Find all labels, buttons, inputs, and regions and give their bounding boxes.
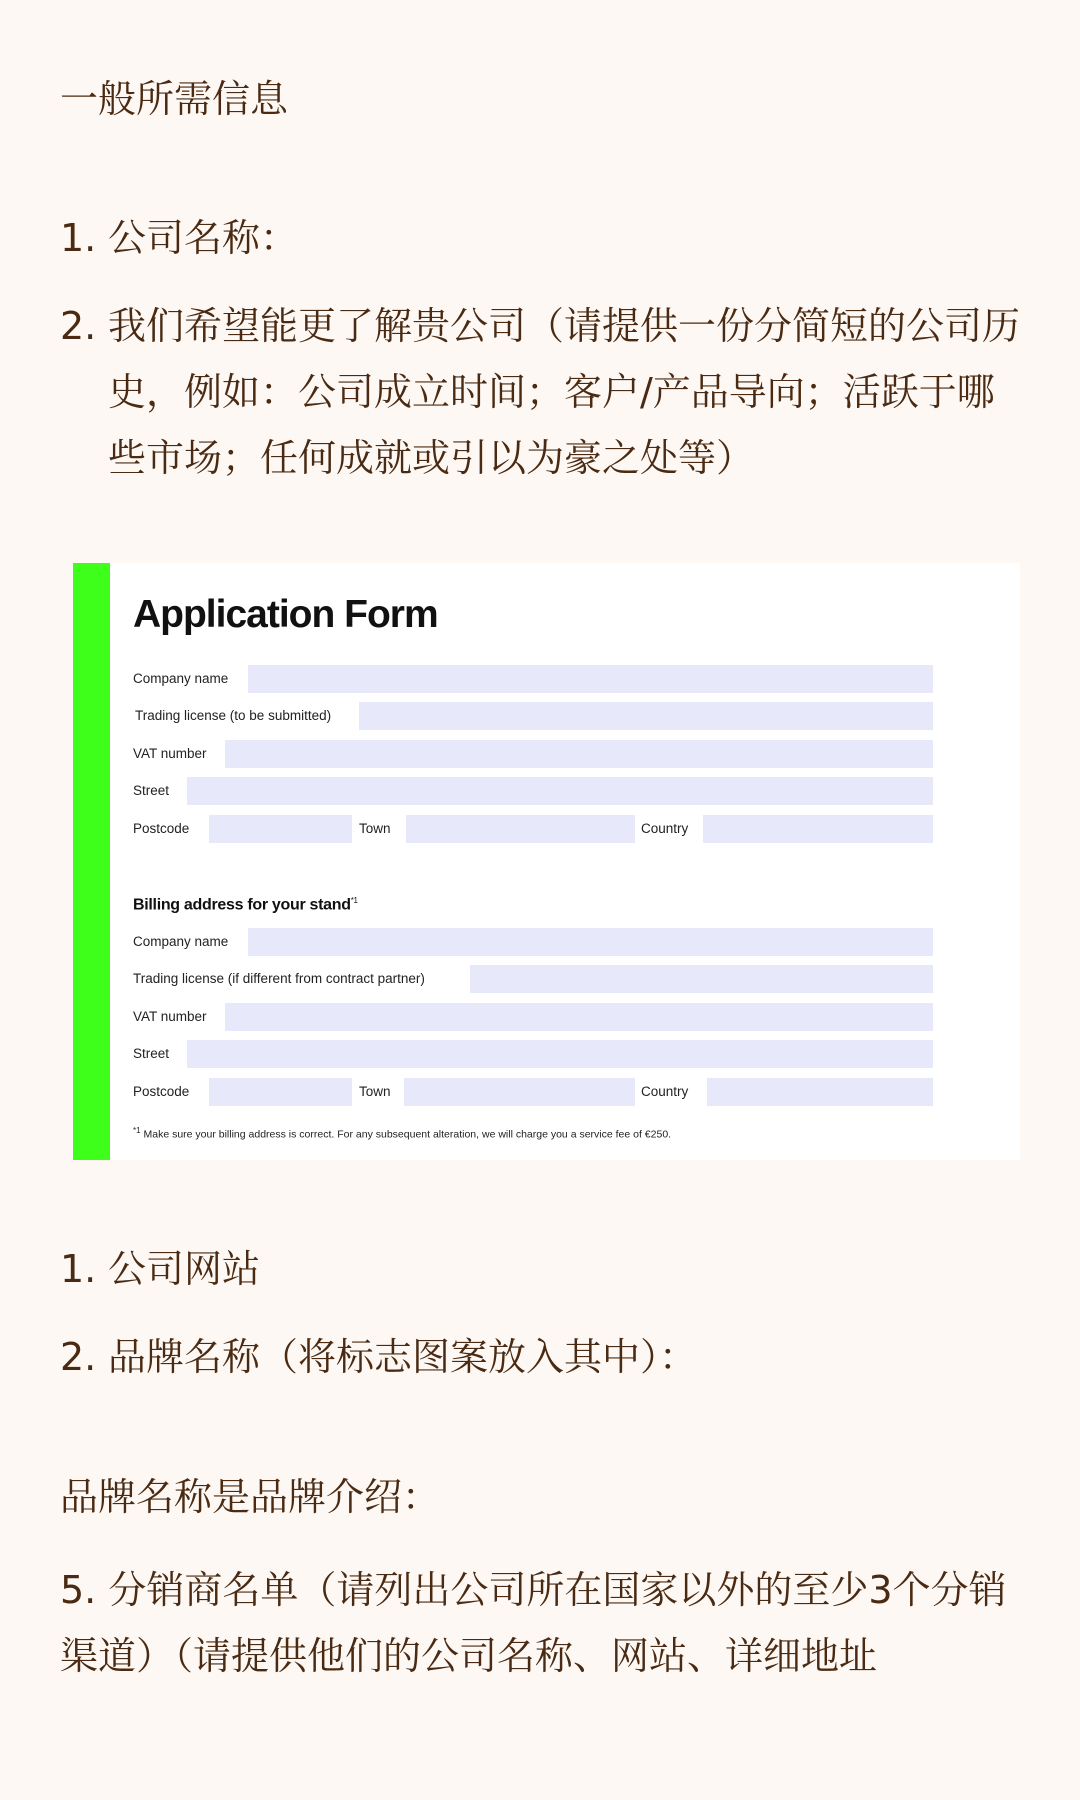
field-label: Postcode: [133, 821, 190, 836]
distributor-list-text: 5. 分销商名单（请列出公司所在国家以外的至少3个分销渠道）（请提供他们的公司名称、网站、详细地址: [60, 1568, 1007, 1678]
list-number: 1.: [60, 216, 97, 260]
country-field: [703, 815, 933, 843]
field-label: Country: [641, 1084, 689, 1099]
list-text: 公司名称：: [108, 216, 299, 260]
field-label: Trading license (to be submitted): [135, 708, 332, 723]
list-number: 2.: [60, 1335, 97, 1379]
field-label: Town: [359, 1084, 391, 1099]
billing-row-vat: [133, 1003, 933, 1031]
info-list-2: [60, 1236, 1020, 1412]
field-label: Company name: [133, 671, 229, 686]
footnote: $^{*1}$ Make sure your billing address is correct. For any subsequent alteration, we will charge you a service fee of €250.: [133, 1126, 672, 1141]
billing-heading: Billing address for your stand$^{*1}$: [133, 896, 358, 914]
list-item: [60, 293, 1020, 491]
field-label: Trading license (if different from contract partner): [133, 971, 425, 986]
application-form-image: [73, 563, 1020, 1160]
billing-town-field: [404, 1078, 635, 1106]
list-item: [60, 1324, 1020, 1390]
list-number: 1.: [60, 1247, 97, 1291]
list-text: 品牌名称（将标志图案放入其中）：: [108, 1335, 698, 1379]
form-title: Application Form: [133, 593, 438, 636]
brand-intro-text: 品牌名称是品牌介绍：: [60, 1475, 441, 1519]
vat-number-field: [225, 740, 933, 768]
field-label: Town: [359, 821, 391, 836]
town-field: [406, 815, 635, 843]
form-row-trading: [133, 702, 933, 730]
billing-row-company: [133, 928, 933, 956]
form-row-vat: [133, 740, 933, 768]
list-item: [60, 205, 1020, 271]
billing-row-address: [133, 1078, 933, 1106]
list-number: 2.: [60, 304, 97, 348]
street-field: [187, 777, 933, 805]
billing-country-field: [707, 1078, 933, 1106]
list-text: 公司网站: [108, 1247, 261, 1291]
field-label: Street: [133, 783, 170, 798]
field-label: Company name: [133, 934, 229, 949]
billing-row-street: [133, 1040, 933, 1068]
billing-trading-license-field: [470, 965, 933, 993]
form-row-company: [133, 665, 933, 693]
billing-street-field: [187, 1040, 933, 1068]
trading-license-field: [359, 702, 933, 730]
billing-postcode-field: [209, 1078, 352, 1106]
company-name-field: [248, 665, 933, 693]
form-row-street: [133, 777, 933, 805]
field-label: VAT number: [133, 746, 207, 761]
field-label: Street: [133, 1046, 170, 1061]
billing-company-name-field: [248, 928, 933, 956]
field-label: VAT number: [133, 1009, 207, 1024]
form-row-address: [133, 815, 933, 843]
billing-row-trading: [133, 965, 933, 993]
field-label: Country: [641, 821, 689, 836]
billing-vat-number-field: [225, 1003, 933, 1031]
list-item: [60, 1236, 1020, 1302]
info-list-1: [60, 205, 1020, 513]
accent-bar: [73, 563, 110, 1160]
postcode-field: [209, 815, 352, 843]
field-label: Postcode: [133, 1084, 190, 1099]
section-heading: 一般所需信息: [60, 77, 289, 121]
list-text: 我们希望能更了解贵公司（请提供一份分简短的公司历史，例如：公司成立时间；客户/产品导向；活跃于哪些市场；任何成就或引以为豪之处等）: [108, 304, 1021, 480]
